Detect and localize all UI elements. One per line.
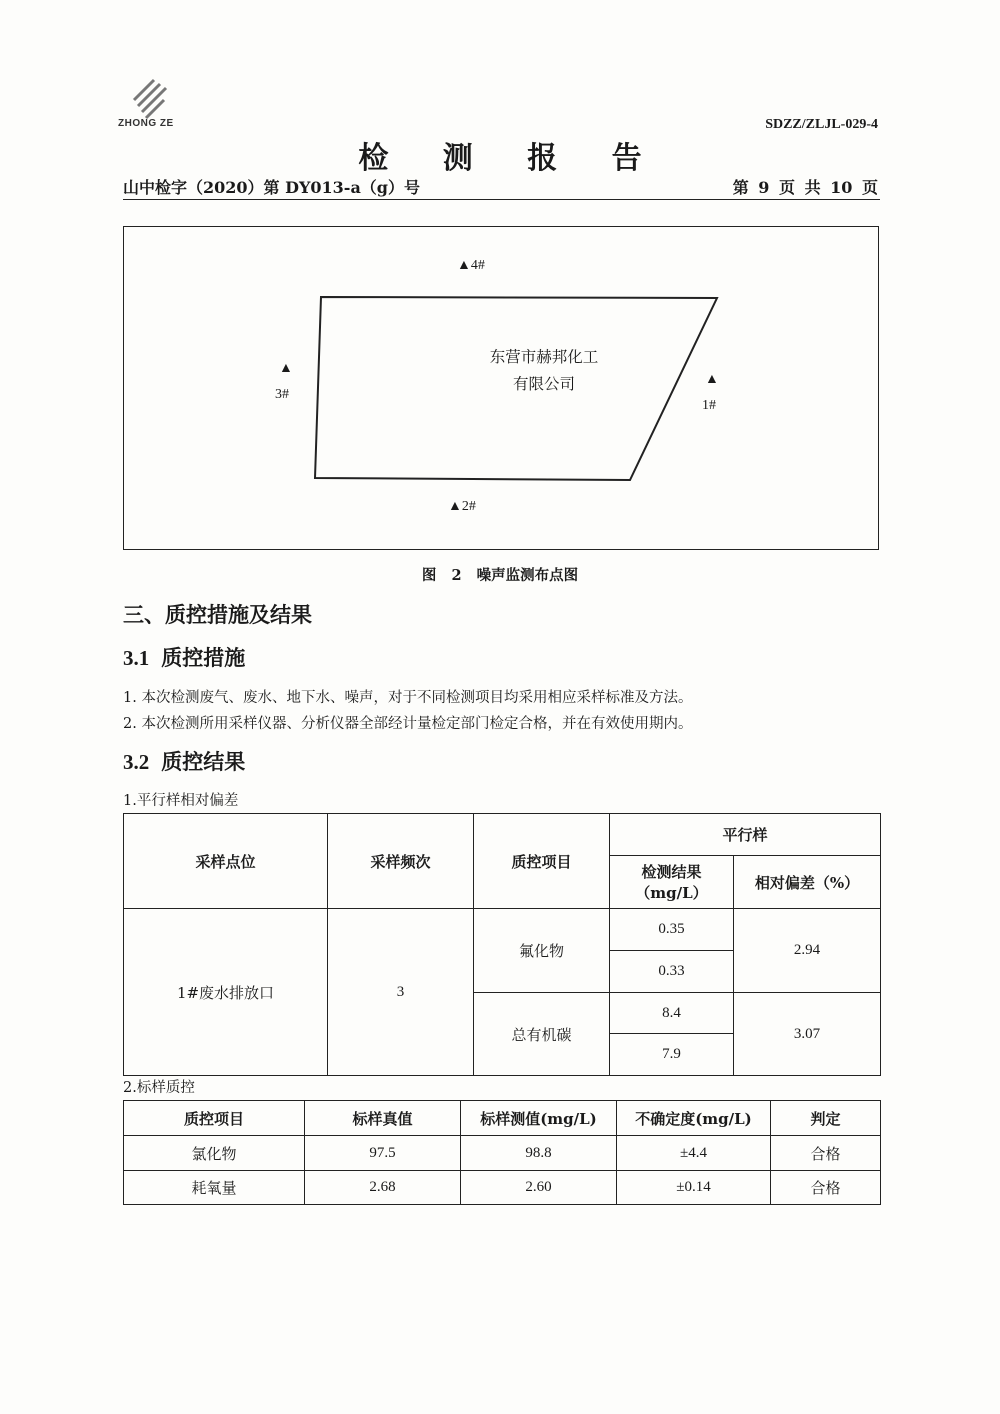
header-uncertainty: 不确定度(mg/L) [617,1101,771,1136]
header-frequency: 采样频次 [328,814,474,909]
parallel-sample-table [123,813,881,1076]
header-result-line1: 检测结果 [641,863,702,881]
cell-measured-value: 98.8 [461,1136,617,1171]
logo-text: ZHONG ZE [118,118,174,129]
paragraph-1: 1. 本次检测废气、废水、地下水、噪声，对于不同检测项目均采用相应采样标准及方法。 [123,690,693,706]
page-info: 第 9 页 共 10 页 [732,178,878,197]
cell-site: 1#废水排放口 [124,909,328,1076]
header-item: 质控项目 [474,814,610,909]
cell-result: 0.35 [610,909,734,951]
cell-result: 7.9 [610,1034,734,1076]
point-label: 4# [470,258,485,273]
header-parallel-group: 平行样 [610,814,881,856]
monitoring-point-2 [448,499,476,515]
subsection-heading-3-1 [123,642,245,672]
subsection-title: 质控结果 [161,749,246,774]
cell-result: 8.4 [610,993,734,1034]
cell-true-value: 2.68 [305,1171,461,1205]
header-result-line2: （mg/L） [635,884,708,902]
point-label: 2# [461,499,476,514]
section-heading: 三、质控措施及结果 [123,602,312,627]
cell-item: 氟化物 [474,909,610,993]
header-result [610,856,734,909]
parallel-table-title: 1.平行样相对偏差 [123,793,239,809]
monitoring-point-3-marker [279,361,293,377]
header-measured-value: 标样测值(mg/L) [461,1101,617,1136]
header-item: 质控项目 [124,1101,305,1136]
figure-caption: 图 2 噪声监测布点图 [421,567,579,584]
subsection-heading-3-2 [123,746,245,776]
standard-sample-table [123,1100,881,1205]
cell-item: 总有机碳 [474,993,610,1076]
header-true-value: 标样真值 [305,1101,461,1136]
table-row [124,1136,881,1171]
standard-table-title: 2.标样质控 [123,1080,195,1096]
company-name-line2: 有限公司 [512,375,575,393]
cell-true-value: 97.5 [305,1136,461,1171]
point-marker-icon: ▲ [705,372,719,387]
monitoring-point-1-label: 1# [702,398,716,413]
cell-result: 0.33 [610,951,734,993]
cell-deviation: 2.94 [734,909,881,993]
header-judgement: 判定 [771,1101,881,1136]
subsection-number: 3.1 [123,646,150,670]
subsection-number: 3.2 [123,750,150,774]
cell-uncertainty: ±0.14 [617,1171,771,1205]
report-number: 山中检字（2020）第 DY013-a（g）号 [123,178,420,197]
monitoring-point-4 [457,258,485,274]
cell-uncertainty: ±4.4 [617,1136,771,1171]
cell-measured-value: 2.60 [461,1171,617,1205]
header-site: 采样点位 [124,814,328,909]
document-code: SDZZ/ZLJL-029-4 [765,117,878,132]
header-divider [123,199,880,200]
cell-deviation: 3.07 [734,993,881,1076]
cell-frequency: 3 [328,909,474,1076]
point-marker-icon: ▲ [457,258,471,273]
cell-item: 氯化物 [124,1136,305,1171]
point-marker-icon: ▲ [448,499,462,514]
cell-judgement: 合格 [771,1171,881,1205]
subsection-title: 质控措施 [161,645,246,670]
company-name-line1: 东营市赫邦化工 [489,348,599,366]
point-marker-icon: ▲ [279,361,293,376]
cell-item: 耗氧量 [124,1171,305,1205]
monitoring-point-3-label: 3# [275,387,289,402]
report-title: 检 测 报 告 [358,141,664,176]
paragraph-2: 2. 本次检测所用采样仪器、分析仪器全部经计量检定部门检定合格，并在有效使用期内。 [123,716,693,732]
noise-monitoring-diagram [123,226,879,550]
cell-judgement: 合格 [771,1136,881,1171]
monitoring-point-1-marker [705,372,719,388]
table-row [124,1171,881,1205]
header-deviation: 相对偏差（%） [734,856,881,909]
